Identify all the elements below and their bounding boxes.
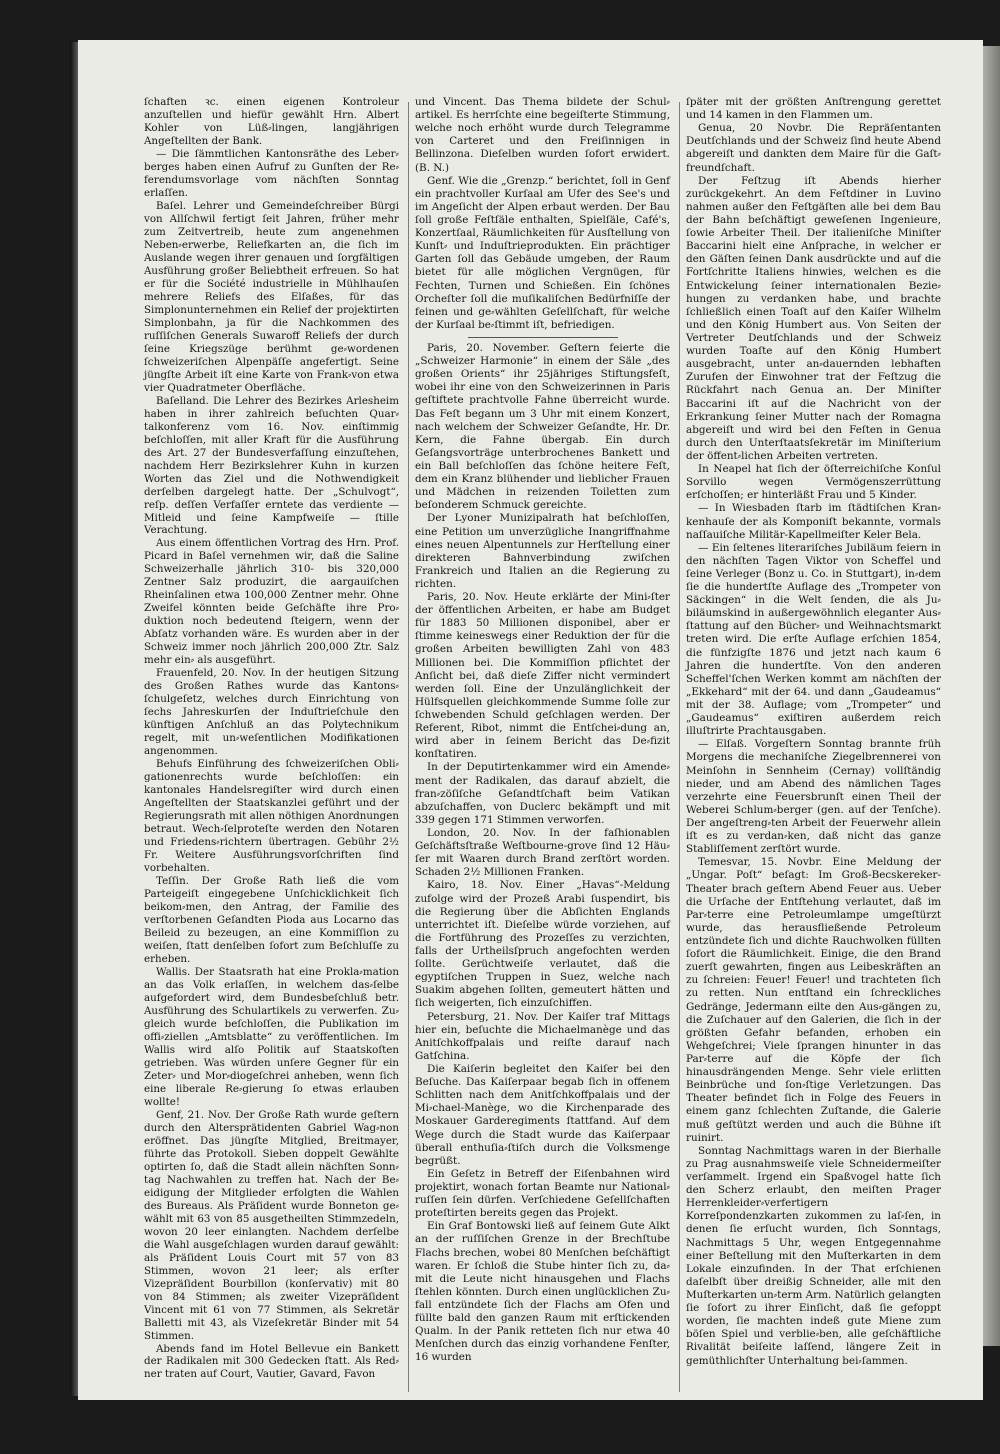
article-paragraph: Genf, 21. Nov. Der Große Rath wurde geſtern durch den Altersprätidenten Gabriel Wag⸗non eröffnet. Das jüngſte Mitglied, Breitmayer, führte das Protokoll. Sieben doppelt Gewählte optirten ſo, daß die Stadt allein nächſten Sonn⸗tag Nachwahlen zu treffen hat. Nach der Be⸗eidigung der Mitglieder erfolgten die Wahlen des Bureaus. Als Präſident wurde Bonneton ge⸗wählt mit 63 von 85 ausgetheilten Stimmzedeln, wovon 20 leer einlangten. Nachdem derſelbe die Wahl ausgeſchlagen wurden darauf gewählt: als Präſident Louis Court mit 57 von 83 Stimmen, wovon 21 leer; als erſter Vizepräſident Bourbillon (konſervativ) mit 80 von 84 Stimmen; als zweiter Vizepräſident Vincent mit 61 von 77 Stimmen, als Sekretär Balletti mit 43, als Vizeſekretär Binder mit 54 Stimmen.: [144, 1108, 399, 1342]
article-paragraph: Paris, 20. November. Geſtern feierte die „Schweizer Harmonie“ in einem der Säle „des großen Orients“ ihr 25jähriges Stiftungsfeſt, wobei ihr eine von den Schweizerinnen in Paris geſtiftete prachtvolle Fahne überreicht wurde. Das Feſt begann um 3 Uhr mit einem Konzert, nach welchem der Schweizer Geſandte, Hr. Dr. Kern, die Fahne übergab. Ein durch Geſangsvorträge unterbrochenes Bankett und ein Ball beſchloſſen das ſchöne heitere Feſt, dem ein Kranz blühender und lieblicher Frauen und Mädchen in reizenden Toiletten zum beſonderem Schmuck gereichte.: [415, 341, 670, 512]
article-paragraph: Kairo, 18. Nov. Einer „Havas“-Meldung zufolge wird der Prozeß Arabi ſuspendirt, bis die Regierung über die Abſichten Englands unterrichtet iſt. Dieſelbe würde vorziehen, auf die Fortführung des Prozeſſes zu verzichten, falls der Urtheilsſpruch angefochten werden ſollte. Gerüchtweiſe verlautet, daß die egyptiſchen Truppen in Suez, welche nach Suakim abgehen ſollten, gemeutert hätten und ſich weigerten, ſich einzuſchiffen.: [415, 879, 670, 1010]
section-separator: [468, 337, 618, 338]
text-column-right: [686, 96, 941, 1368]
article-paragraph: — Ein ſeltenes literariſches Jubiläum feiern in den nächſten Tagen Viktor von Scheffel und ſeine Verleger (Bonz u. Co. in Stuttgart), in⸗dem ſie die hundertſte Auflage des „Trompeter von Säckingen“ in die Welt ſenden, die als Ju⸗biläumskind in außergewöhnlich eleganter Aus⸗ſtattung auf den Bücher⸗ und Weihnachtsmarkt treten wird. Die erſte Auflage erſchien 1854, die fünfzigſte 1876 und jetzt nach kaum 6 Jahren die hundertſte. Von den anderen Scheffel'ſchen Werken kommt am nächſten der „Ekkehard“ mit der 64. und dann „Gaudeamus“ mit der 38. Auflage; vom „Trompeter“ und „Gaudeamus“ exiſtiren außerdem reich illuſtrirte Prachtausgaben.: [686, 541, 941, 738]
text-column-left: [144, 96, 399, 1381]
article-paragraph: Ein Geſetz in Betreff der Eiſenbahnen wird projektirt, wonach fortan Beamte nur National⸗ruſſen ſein dürfen. Verſchiedene Geſellſchaften proteſtirten bereits gegen das Projekt.: [415, 1167, 670, 1220]
article-paragraph: Genua, 20 Novbr. Die Repräſentanten Deutſchlands und der Schweiz ſind heute Abend abgereiſt und dankten dem Maire für die Gaſt⸗freundſchaft.: [686, 122, 942, 174]
article-paragraph: Wallis. Der Staatsrath hat eine Prokla⸗mation an das Volk erlaſſen, in welchem das⸗ſelbe aufgefordert wird, dem Bundesbeſchluß betr. Ausführung des Schulartikels zu verwerfen. Zu⸗gleich wurde beſchloſſen, die Publikation im offi⸗ziellen „Amtsblatte“ zu veröffentlichen. Im Wallis wird alſo Politik auf Staatskoſten getrieben. Was würden unſere Gegner für ein Zeter⸗ und Mor⸗diogeſchrei anheben, wenn ſich eine liberale Re⸗gierung ſo etwas erlauben wollte!: [144, 965, 399, 1108]
article-paragraph: und Vincent. Das Thema bildete der Schul⸗artikel. Es herrſchte eine begeiſterte Stimmung, welche noch erhöht wurde durch Telegramme von Carteret und den Freiſinnigen in Bellinzona. Dieſelben wurden ſofort erwidert. (B. N.): [415, 96, 670, 174]
article-paragraph: Teſſin. Der Große Rath ließ die vom Parteigeiſt eingegebene Unſchicklichkeit ſich beikom⸗men, den Antrag, der Familie des verſtorbenen Geſandten Pioda aus Locarno das Beileid zu bezeugen, an eine Kommiſſion zu weiſen, ſtatt denſelben ſofort zum Beſchluſſe zu erheben.: [144, 875, 399, 965]
article-paragraph: Aus einem öffentlichen Vortrag des Hrn. Prof. Picard in Baſel vernehmen wir, daß die Saline Schweizerhalle jährlich 310- bis 320,000 Zentner Salz produzirt, die aargauiſchen Rheinſalinen etwa 100,000 Zentner mehr. Ohne Zweifel könnten beide Geſchäfte ihre Pro⸗duktion noch bedeutend ſteigern, wenn der Abſatz vorhanden wäre. Es wurden aber in der Schweiz immer noch jährlich 200,000 Ztr. Salz mehr ein⸗ als ausgeführt.: [144, 537, 399, 667]
newspaper-page: [78, 40, 983, 1400]
column-rule: [408, 102, 409, 1392]
article-paragraph: Paris, 20. Nov. Heute erklärte der Mini⸗ſter der öffentlichen Arbeiten, er habe am Budget für 1883 50 Millionen disponibel, aber er ſtimme keineswegs einer Reduktion der für die großen Arbeiten bewilligten Zahl von 483 Millionen bei. Die Kommiſſion pflichtet der Anſicht bei, daß dieſe Ziffer nicht vermindert werden ſoll. Eine der Unzulänglichkeit der Hülfsquellen gleichkommende Summe ſolle zur ſchwebenden Schuld geſchlagen werden. Der Referent, Ribot, nimmt die Entſchei⸗dung an, wird aber in ſeinem Bericht das De⸗fizit konſtatiren.: [415, 591, 670, 761]
article-paragraph: London, 20. Nov. In der faſhionablen Geſchäftsſtraße Weſtbourne-grove ſind 12 Häu⸗ſer mit Waaren durch Brand zerſtört worden. Schaden 2½ Millionen Franken.: [415, 827, 670, 879]
article-paragraph: Behufs Einführung des ſchweizeriſchen Obli⸗gationenrechts wurde beſchloſſen: ein kantonales Handelsregiſter wird durch einen Angeſtellten der Staatskanzlei geführt und der Regierungsrath mit allen nöthigen Anordnungen betraut. Wech⸗ſelproteſte werden den Notaren und Friedens⸗richtern übertragen. Gebühr 2½ Fr. Weitere Ausführungsvorſchriften ſind vorbehalten.: [144, 758, 399, 875]
article-paragraph: ſpäter mit der größten Anſtrengung gerettet und 14 kamen in den Flammen um.: [686, 96, 941, 122]
article-paragraph: Der Lyoner Munizipalrath hat beſchloſſen, eine Petition um unverzügliche Inangriffnahme eines neuen Alpentunnels zur Herſtellung einer direkteren Bahnverbindung zwiſchen Frankreich und Italien an die Regierung zu richten.: [415, 512, 670, 590]
article-paragraph: In Neapel hat ſich der öſterreichiſche Konſul Sorvillo wegen Vermögenszerrüttung erſchoſſen; er hinterläßt Frau und 5 Kinder.: [686, 463, 941, 502]
article-paragraph: Baſel. Lehrer und Gemeindeſchreiber Bürgi von Allſchwil fertigt ſeit Jahren, früher mehr zum Zeitvertreib, heute zum angenehmen Neben⸗erwerbe, Reliefkarten an, die ſich im Auslande wegen ihrer genauen und ſorgfältigen Ausführung großer Beliebtheit erfreuen. So hat er für die Société industrielle in Mühlhauſen mehrere Reliefs des Elſaßes, für das Simplonunternehmen ein Relief der projektirten Simplonbahn, ja für die Nachkommen des ruſſiſchen Generals Suwaroff Reliefs der durch ſeine Kriegszüge berühmt ge⸗wordenen ſchweizeriſchen Alpenpäſſe angefertigt. Seine jüngſte Arbeit iſt eine Karte von Frank⸗von etwa vier Quadratmeter Oberfläche.: [144, 199, 399, 394]
article-paragraph: ſchaften ꝛc. einen eigenen Kontroleur anzuſtellen und hiefür gewählt Hrn. Albert Kohler von Lüß⸗lingen, langjährigen Angeſtellten der Bank.: [144, 96, 399, 147]
article-paragraph: — In Wiesbaden ſtarb im ſtädtiſchen Kran⸗kenhauſe der als Komponiſt bekannte, vormals naſſauiſche Militär-Kapellmeiſter Keler Bela.: [686, 502, 941, 541]
text-column-middle: [415, 96, 670, 1365]
article-paragraph: Abends fand im Hotel Bellevue ein Bankett der Radikalen mit 300 Gedecken ſtatt. Als Red⸗ner traten auf Court, Vautier, Gavard, Favon: [144, 1342, 399, 1381]
article-paragraph: Sonntag Nachmittags waren in der Bierhalle zu Prag ausnahmsweiſe viele Schneidermeiſter verſammelt. Irgend ein Spaßvogel hatte ſich den Scherz erlaubt, den meiſten Prager Herrenkleider⸗verfertigern Korreſpondenzkarten zukommen zu laſ⸗ſen, in denen ſie erſucht wurden, ſich Sonntags, Nachmittags 5 Uhr, wegen Entgegennahme einer Beſtellung mit den Muſterkarten in dem Lokale einzufinden. In der That erſchienen daſelbſt über dreißig Schneider, alle mit den Muſterkarten un⸗term Arm. Natürlich gelangten ſie ſofort zu ihrer Einſicht, daß ſie gefoppt worden, ſie machten indeß gute Miene zum böſen Spiel und verblie⸗ben, alle geſchäftliche Rivalität beiſeite laſſend, längere Zeit in gemüthlichſter Unterhaltung bei⸗ſammen.: [686, 1144, 941, 1367]
article-paragraph: Petersburg, 21. Nov. Der Kaiſer traf Mittags hier ein, beſuchte die Michaelmanège und das Anitſchkoffpalais und reiſte darauf nach Gatſchina.: [415, 1010, 670, 1062]
article-paragraph: — Elſaß. Vorgeſtern Sonntag brannte früh Morgens die mechaniſche Ziegelbrennerei von Meinſohn in Sennheim (Cernay) vollſtändig nieder, und am Abend des nämlichen Tages verzehrte eine Feuersbrunſt einen Theil der Weberei Schlum⸗berger (gen. auf der Tenſche). Der angeſtreng⸗ten Arbeit der Feuerwehr allein iſt es zu verdan⸗ken, daß nicht das ganze Stabliſſement zerſtört wurde.: [686, 738, 941, 856]
article-paragraph: Baſelland. Die Lehrer des Bezirkes Arlesheim haben in ihrer zahlreich beſuchten Quar⸗talkonferenz vom 16. Nov. einſtimmig beſchloſſen, mit aller Kraft für die Ausführung des Art. 27 der Bundesverfaſſung einzuſtehen, nachdem Herr Bezirkslehrer Kuhn in kurzen Worten das Ziel und die Nothwendigkeit derſelben dargelegt hatte. Der „Schulvogt“, reſp. deſſen Verfaſſer erntete das verdiente — Mitleid und ſeine Kampfweiſe — ſtille Verachtung.: [144, 394, 399, 537]
article-paragraph: In der Deputirtenkammer wird ein Amende⸗ment der Radikalen, das darauf abzielt, die fran⸗zöſiſche Geſandtſchaft beim Vatikan abzuſchaffen, von Duclerc bekämpft und mit 339 gegen 171 Stimmen verworfen.: [415, 761, 670, 826]
article-paragraph: — Die ſämmtlichen Kantonsräthe des Leber⸗berges haben einen Aufruf zu Gunſten der Re⸗ferendumsvorlage vom nächſten Sonntag erlaſſen.: [144, 147, 399, 199]
article-paragraph: Frauenfeld, 20. Nov. In der heutigen Sitzung des Großen Rathes wurde das Kantons⸗ſchulgeſetz, welches durch Einrichtung von ſechs Jahreskurſen der Induſtrieſchule den künftigen Anſchluß an das Polytechnikum regelt, mit un⸗weſentlichen Modifikationen angenommen.: [144, 667, 399, 758]
article-paragraph: Die Kaiſerin begleitet den Kaiſer bei den Beſuche. Das Kaiſerpaar begab ſich in offenem Schlitten nach dem Anitſchkoffpalais und der Mi⸗chael-Manège, wo die Kirchenparade des Moskauer Garderegiments ſtattfand. Auf dem Wege durch die Stadt wurde das Kaiſerpaar überall enthuſia⸗ſtiſch durch die Volksmenge begrüßt.: [415, 1062, 670, 1167]
article-paragraph: Temesvar, 15. Novbr. Eine Meldung der „Ungar. Poſt“ beſagt: Im Groß-Becskereker-Theater brach geſtern Abend Feuer aus. Ueber die Urſache der Entſtehung verlautet, daß im Par⸗terre eine Petroleumlampe umgeſtürzt wurde, das herausfließende Petroleum entzündete ſich und dichte Rauchwolken füllten ſofort die Räumlichkeit. Einige, die den Brand zuerſt gewahrten, fingen aus Leibeskräften an zu ſchreien: Feuer! Feuer! und trachteten ſich zu retten. Nun entſtand ein ſchreckliches Gedränge, Jedermann eilte den Aus⸗gängen zu, die Zuſchauer auf den Galerien, die ſich in der größten Gefahr befanden, erhoben ein Wehgeſchrei; Viele ſprangen hinunter in das Par⸗terre auf die Köpfe der ſich hinausdrängenden Menge. Sehr viele erlitten Beinbrüche und ſon⸗ſtige Verletzungen. Das Theater befindet ſich in Folge des Feuers in einem ganz ſchlechten Zuſtande, die Galerie muß geſtützt werden und auch die Bühne iſt ruinirt.: [686, 856, 941, 1144]
article-paragraph: Genf. Wie die „Grenzp.“ berichtet, ſoll in Genf ein prachtvoller Kurſaal am Ufer des See's und im Angeſicht der Alpen erbaut werden. Der Bau ſoll große Feſtſäle enthalten, Spielſäle, Café's, Konzertſaal, Räumlichkeiten für Ausſtellung von Kunſt⸗ und Induſtrieprodukten. Ein prächtiger Garten ſoll das Gebäude umgeben, der Raum bietet für alle möglichen Vergnügen, für Fechten, Turnen und Schießen. Ein ſchönes Orcheſter ſoll die muſikaliſchen Bedürfniſſe der feinen und ge⸗wählten Geſellſchaft, für welche der Kurſaal be⸗ſtimmt iſt, befriedigen.: [415, 174, 670, 331]
article-paragraph: Ein Graf Bontowski ließ auf ſeinem Gute Alkt an der ruſſiſchen Grenze in der Brechſtube Flachs brechen, wobei 80 Menſchen beſchäftigt waren. Er ſchloß die Stube hinter ſich zu, da⸗mit die Leute nicht hinausgehen und Flachs ſtehlen könnten. Durch einen unglücklichen Zu⸗fall entzündete ſich der Flachs am Ofen und füllte bald den ganzen Raum mit erſtickenden Qualm. In der Panik retteten ſich nur etwa 40 Menſchen durch das einzig vorhandene Fenſter, 16 wurden: [415, 1220, 670, 1364]
article-paragraph: Der Feſtzug iſt Abends hierher zurückgekehrt. An dem Feſtdiner in Luvino nahmen außer den Feſtgäſten alle bei dem Bau der Bahn beſchäftigt geweſenen Ingenieure, ſowie Arbeiter Theil. Der italieniſche Miniſter Baccarini hielt eine Anſprache, in welcher er den Gäſten ſeinen Dank ausdrückte und auf die Fortſchritte Italiens hinwies, welchen es die Entwickelung ſeiner internationalen Bezie⸗hungen zu verdanken habe, und brachte ſchließlich einen Toaſt auf den Kaiſer Wilhelm und den König Humbert aus. Von Seiten der Vertreter Deutſchlands und der Schweiz wurden Toaſte auf den König Humbert ausgebracht, unter an⸗dauernden lebhaften Zurufen der Einwohner trat der Feſtzug die Rückfahrt nach Genua an. Der Miniſter Baccarini iſt auf die Nachricht von der Erkrankung ſeiner Mutter nach der Romagna abgereiſt und wird bei den Feſten in Genua durch den Unterſtaatsſekretär im Miniſterium der öffent⸗lichen Arbeiten vertreten.: [686, 174, 941, 462]
next-page-edge: [983, 46, 1000, 1346]
column-rule: [679, 102, 680, 1392]
